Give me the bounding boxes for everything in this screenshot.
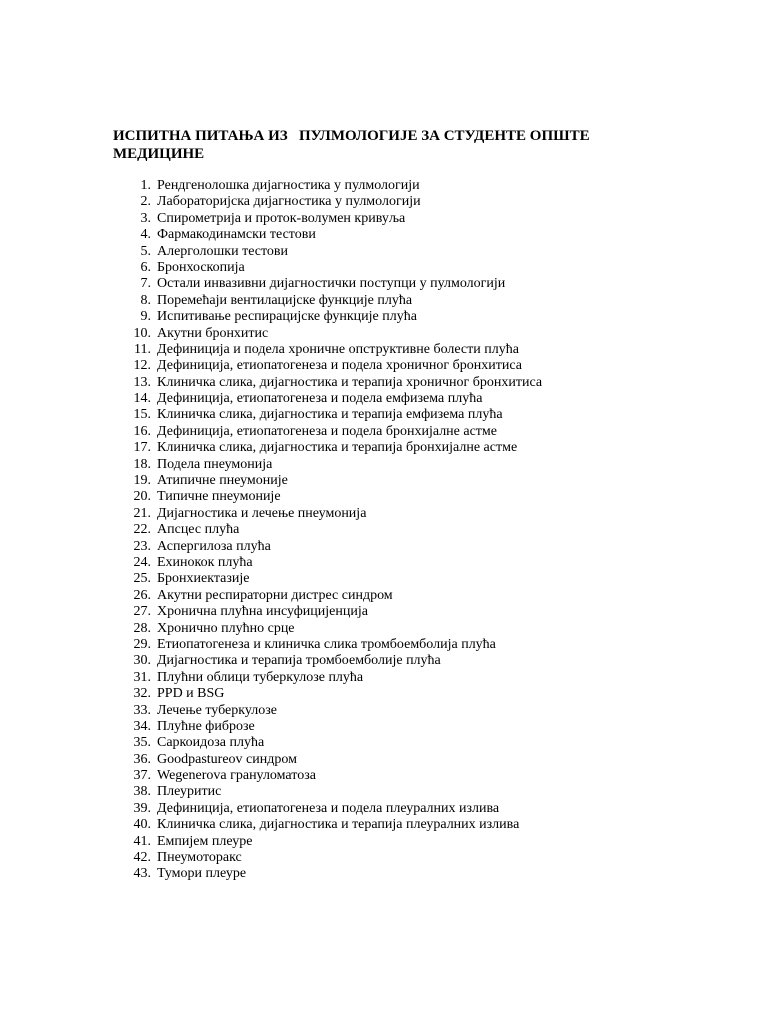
question-number: 43.: [133, 866, 151, 882]
question-text: Остали инвазивни дијагностички поступци у пулмологији: [157, 276, 506, 292]
question-text: Тумори плеуре: [157, 866, 247, 882]
question-text: Лабораторијска дијагностика у пулмологији: [157, 194, 421, 210]
question-number: 12.: [133, 358, 151, 374]
question-text: Бронхиектазије: [157, 571, 250, 587]
question-text: Поремећаји вентилацијске функције плућа: [157, 292, 413, 308]
question-text: Дефиниција, етиопатогенеза и подела бронхијалне астме: [157, 423, 497, 439]
question-text: Подела пнеумонија: [157, 456, 273, 472]
question-text: Дефиниција, етиопатогенеза и подела плеуралних излива: [157, 800, 500, 816]
question-text: Плућни облици туберкулозе плућа: [157, 669, 364, 685]
question-number: 10.: [133, 325, 151, 341]
question-number: 14.: [133, 391, 151, 407]
question-number: 1.: [140, 178, 151, 193]
question-text: Дефиниција, етиопатогенеза и подела хроничног бронхитиса: [157, 358, 522, 374]
question-number: 35.: [133, 735, 151, 751]
question-text: Етиопатогенеза и клиничка слика тромбоемболија плућа: [157, 636, 496, 652]
question-text: Апсцес плућа: [157, 522, 240, 538]
question-text: Спирометрија и проток-волумен кривуља: [157, 210, 406, 226]
question-number: 25.: [133, 571, 151, 587]
question-text: Хронично плућно срце: [157, 620, 295, 636]
question-text: Дијагностика и лечење пнеумонија: [157, 505, 367, 521]
question-text: Акутни респираторни дистрес синдром: [157, 587, 393, 603]
question-text: Фармакодинамски тестови: [157, 227, 316, 243]
question-number: 29.: [133, 636, 151, 652]
question-text: Клиничка слика, дијагностика и терапија плеуралних излива: [157, 817, 520, 833]
question-text: Бронхоскопија: [157, 259, 245, 275]
question-number: 24.: [133, 554, 151, 570]
question-text: Емпијем плеуре: [157, 833, 253, 849]
question-text: Дијагностика и терапија тромбоемболије плућа: [157, 653, 441, 669]
question-number: 18.: [133, 456, 151, 472]
question-text: Рендгенолошка дијагностика у пулмологији: [157, 178, 420, 193]
question-text: Клиничка слика, дијагностика и терапија хроничног бронхитиса: [157, 374, 543, 390]
question-number: 26.: [133, 587, 151, 603]
question-number: 16.: [133, 423, 151, 439]
question-number: 31.: [133, 669, 151, 685]
question-text: Лечење туберкулозе: [157, 702, 277, 718]
question-number: 15.: [133, 407, 151, 423]
question-text: Атипичне пнеумоније: [157, 473, 288, 489]
question-number: 2.: [140, 194, 151, 210]
question-number: 23.: [133, 538, 151, 554]
question-number: 13.: [133, 374, 151, 390]
question-number: 32.: [133, 686, 151, 702]
question-number: 7.: [140, 276, 151, 292]
question-text: Плућне фиброзе: [157, 718, 255, 734]
question-number: 17.: [133, 440, 151, 456]
question-number: 20.: [133, 489, 151, 505]
question-text: Дефиниција и подела хроничне опструктивне болести плућа: [157, 341, 519, 357]
question-number: 22.: [133, 522, 151, 538]
question-number: 19.: [133, 473, 151, 489]
question-text: Испитивање респирацијске функције плућа: [157, 309, 417, 325]
question-number: 41.: [133, 833, 151, 849]
question-number: 34.: [133, 718, 151, 734]
question-text: Аспергилоза плућа: [157, 538, 271, 554]
question-text: Типичне пнеумоније: [157, 489, 281, 505]
question-number: 38.: [133, 784, 151, 800]
question-number: 11.: [134, 341, 151, 357]
question-text: Ехинокок плућа: [157, 554, 253, 570]
question-number: 30.: [133, 653, 151, 669]
question-text: Wegenerova грануломатоза: [157, 768, 316, 784]
question-text: Дефиниција, етиопатогенеза и подела емфизема плућа: [157, 391, 483, 407]
question-number: 40.: [133, 817, 151, 833]
question-number: 3.: [140, 210, 151, 226]
question-number: 9.: [140, 309, 151, 325]
question-text: Клиничка слика, дијагностика и терапија емфизема плућа: [157, 407, 503, 423]
question-number: 42.: [133, 850, 151, 866]
document-title: ИСПИТНА ПИТАЊА ИЗ ПУЛМОЛОГИЈЕ ЗА СТУДЕНТЕ ОПШТЕ МЕДИЦИНЕ: [113, 128, 594, 162]
question-number: 5.: [140, 243, 151, 259]
question-number: 8.: [140, 292, 151, 308]
question-text: Акутни бронхитис: [157, 325, 269, 341]
question-number: 28.: [133, 620, 151, 636]
question-text: Алерголошки тестови: [157, 243, 289, 259]
question-number: 33.: [133, 702, 151, 718]
question-number: 36.: [133, 751, 151, 767]
question-text: Goodpastureov синдром: [157, 751, 297, 767]
question-text: Хронична плућна инсуфицијенција: [157, 604, 368, 620]
question-text: Плеуритис: [157, 784, 222, 800]
question-number: 37.: [133, 768, 151, 784]
question-text: Пнеумоторакс: [157, 850, 242, 866]
question-number: 27.: [133, 604, 151, 620]
question-number: 6.: [140, 259, 151, 275]
question-text: Клиничка слика, дијагностика и терапија бронхијалне астме: [157, 440, 518, 456]
question-number: 4.: [140, 227, 151, 243]
question-number: 39.: [133, 800, 151, 816]
question-number: 21.: [133, 505, 151, 521]
question-text: PPD и BSG: [157, 686, 225, 702]
question-text: Саркоидоза плућа: [157, 735, 265, 751]
